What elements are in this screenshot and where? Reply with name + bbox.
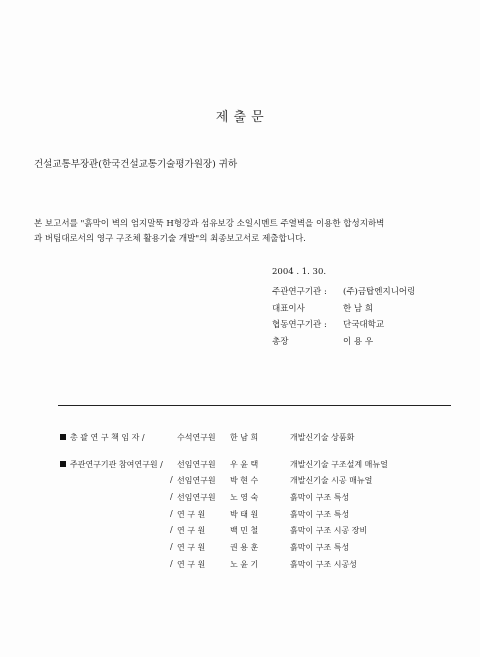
participant-task: 흙막이 구조 시공 장비 (290, 526, 368, 535)
lead-task: 개발신기술 상품화 (290, 433, 355, 442)
square-bullet-icon (60, 434, 66, 440)
square-bullet-icon (60, 461, 66, 467)
signatory-value-2: 한 남 희 (343, 304, 374, 314)
signatory-value-4: 이 용 우 (343, 337, 374, 347)
row-slash: / (170, 525, 173, 534)
participant-task: 흙막이 구조 특성 (290, 493, 350, 502)
participant-task: 흙막이 구조 시공성 (290, 560, 357, 569)
signatory-label-2: 대표이사 (272, 304, 305, 314)
submission-date: 2004 . 1. 30. (272, 267, 327, 277)
signatory-value-3: 단국대학교 (343, 320, 385, 330)
signatory-label-4: 총장 (272, 337, 289, 347)
participant-task: 흙막이 구조 특성 (290, 510, 350, 519)
row-slash: / (170, 475, 173, 484)
row-slash: / (170, 509, 173, 518)
participants-title (60, 459, 163, 470)
participant-name: 우 윤 택 (230, 460, 259, 469)
participant-name: 박 태 원 (230, 510, 259, 519)
participant-position: 연 구 원 (177, 560, 206, 569)
lead-role (60, 432, 145, 443)
participant-name: 노 영 숙 (230, 493, 259, 502)
participant-position: 연 구 원 (177, 543, 206, 552)
lead-position: 수석연구원 (177, 433, 216, 442)
lead-name: 한 남 희 (230, 433, 259, 442)
body-line-2: 과 버팀대로서의 영구 구조체 활용기술 개발"의 최종보고서로 제출합니다. (34, 234, 306, 244)
participant-position: 선임연구원 (177, 460, 216, 469)
signatory-value-1: (주)금탑엔지니어링 (343, 287, 416, 297)
addressee: 건설교통부장관(한국건설교통기술평가원장) 귀하 (34, 159, 238, 170)
participant-position: 연 구 원 (177, 526, 206, 535)
participant-position: 선임연구원 (177, 493, 216, 502)
row-slash: / (170, 559, 173, 568)
participant-task: 개발신기술 구조설계 매뉴얼 (290, 460, 388, 469)
signatory-label-3: 협동연구기관 : (272, 320, 327, 330)
document-title: 제 출 문 (215, 110, 265, 125)
signatory-label-1: 주관연구기관 : (272, 287, 327, 297)
participant-name: 노 윤 기 (230, 560, 259, 569)
participant-position: 선임연구원 (177, 476, 216, 485)
lead-role-label: 총 괄 연 구 책 임 자 / (70, 433, 145, 442)
divider-rule (58, 405, 451, 406)
participant-name: 박 현 수 (230, 476, 259, 485)
participant-task: 흙막이 구조 특성 (290, 543, 350, 552)
participant-task: 개발신기술 시공 매뉴얼 (290, 476, 373, 485)
participant-position: 연 구 원 (177, 510, 206, 519)
row-slash: / (170, 492, 173, 501)
row-slash: / (170, 542, 173, 551)
participant-name: 권 용 훈 (230, 543, 259, 552)
participants-title-label: 주관연구기관 참여연구원 / (70, 460, 163, 469)
participant-name: 백 민 철 (230, 526, 259, 535)
body-line-1: 본 보고서를 "흙막이 벽의 엄지말뚝 H형강과 섬유보강 소일시멘트 주열벽을 이용한 합성지하벽 (34, 219, 385, 229)
